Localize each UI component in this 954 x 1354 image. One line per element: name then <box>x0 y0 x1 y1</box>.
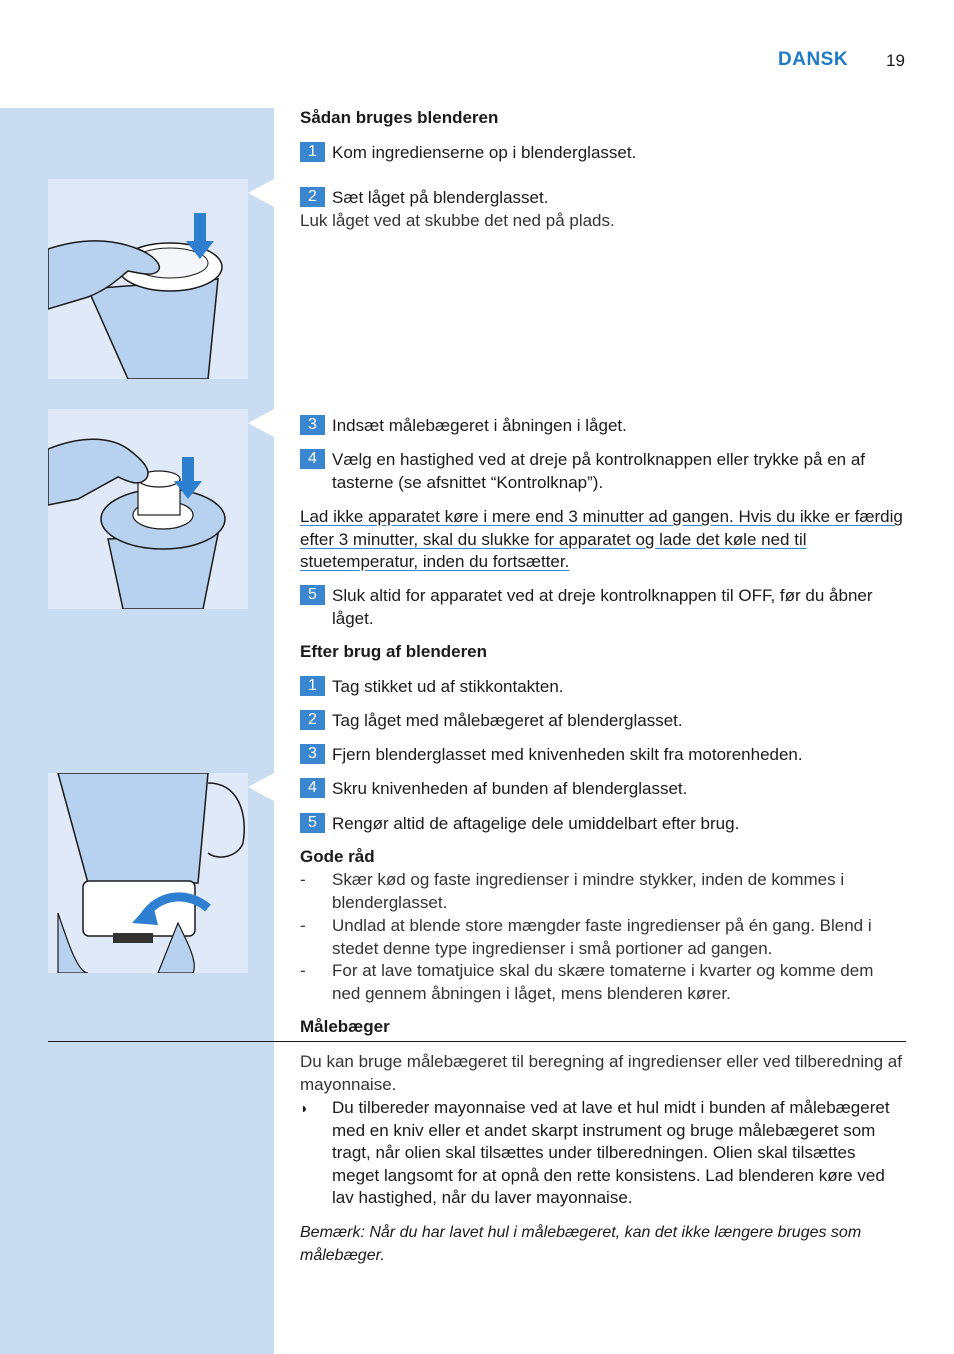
hand-pressing-lid-illustration <box>48 179 248 379</box>
step-item <box>300 449 906 494</box>
tip-text: Skær kød og faste ingredienser i mindre stykker, inden de kommes i blenderglasset. <box>332 870 845 912</box>
step-number-badge: 2 <box>300 187 325 207</box>
step-number-badge: 4 <box>300 449 325 469</box>
section-heading: Sådan bruges blenderen <box>300 108 499 127</box>
step-number-badge: 5 <box>300 585 325 605</box>
step-item <box>300 813 906 836</box>
step-item <box>300 744 906 767</box>
step-text: Skru knivenheden af bunden af blenderglasset. <box>332 779 688 798</box>
step-number-badge: 5 <box>300 813 325 833</box>
bullet-item <box>300 1097 906 1210</box>
dash-marker: - <box>300 916 306 935</box>
step-item <box>300 710 906 733</box>
unscrew-blade-unit-illustration <box>48 773 248 973</box>
step-text: Tag stikket ud af stikkontakten. <box>332 677 564 696</box>
language-label: DANSK <box>778 49 849 70</box>
section-heading: Efter brug af blenderen <box>300 642 488 661</box>
dash-marker: - <box>300 961 306 980</box>
step-number-badge: 2 <box>300 710 325 730</box>
illustration-pointer <box>248 179 274 207</box>
step-number-badge: 1 <box>300 676 325 696</box>
illustration-pointer <box>248 773 274 801</box>
bullet-text: Du tilbereder mayonnaise ved at lave et hul midt i bunden af målebægeret med en kniv eller et andet skarpt instrument og bruge målebægeret som tragt, når olien skal tilsættes under tilberedningen. Olien skal tilsættes meget langsomt for at opnå den rette konsistens. Lad blenderen køre ved lav hastighed, når du laver mayonnaise. <box>332 1098 890 1207</box>
tip-text: Undlad at blende store mængder faste ingredienser på én gang. Blend i stedet denne type ingredienser i små portioner ad gangen. <box>332 916 872 958</box>
warning-text <box>300 506 906 574</box>
step-item <box>300 142 906 165</box>
step-item <box>300 585 906 630</box>
bullet-icon: ◗ <box>300 1100 309 1116</box>
step-item <box>300 778 906 801</box>
section-divider <box>48 1041 906 1042</box>
page-number: 19 <box>886 51 905 70</box>
step-text: Indsæt målebægeret i åbningen i låget. <box>332 416 627 435</box>
section-heading: Gode råd <box>300 847 375 866</box>
note-text: Bemærk: Når du har lavet hul i målebægeret, kan det ikke længere bruges som målebæger. <box>300 1224 862 1264</box>
tip-item <box>300 960 906 1005</box>
step-text: Rengør altid de aftagelige dele umiddelbart efter brug. <box>332 814 740 833</box>
illustration-pointer <box>248 409 274 437</box>
step-text: Sæt låget på blenderglasset. <box>332 188 549 207</box>
step-item <box>300 415 906 438</box>
step-number-badge: 4 <box>300 778 325 798</box>
step-number-badge: 3 <box>300 415 325 435</box>
step-number-badge: 3 <box>300 744 325 764</box>
dash-marker: - <box>300 870 306 889</box>
intro-text: Du kan bruge målebægeret til beregning af ingredienser eller ved tilberedning af mayonnaise. <box>300 1052 902 1094</box>
tip-item <box>300 915 906 960</box>
step-text: Vælg en hastighed ved at dreje på kontrolknappen eller trykke på en af tasterne (se afsnittet “Kontrolknap”). <box>332 450 866 492</box>
step-item <box>300 187 906 210</box>
step-item <box>300 676 906 699</box>
step-subtext: Luk låget ved at skubbe det ned på plads. <box>300 211 615 230</box>
tip-text: For at lave tomatjuice skal du skære tomaterne i kvarter og komme dem ned gennem åbningen i låget, mens blenderen kører. <box>332 961 874 1003</box>
step-text: Kom ingredienserne op i blenderglasset. <box>332 143 637 162</box>
step-number-badge: 1 <box>300 142 325 162</box>
step-text: Tag låget med målebægeret af blenderglasset. <box>332 711 683 730</box>
warning-text-content: Lad ikke apparatet køre i mere end 3 minutter ad gangen. Hvis du ikke er færdig efter 3 minutter, skal du slukke for apparatet og lade det køle ned til stuetemperatur, inden du fortsætter. <box>300 507 903 571</box>
measuring-cup-insert-illustration <box>48 409 248 609</box>
step-text: Fjern blenderglasset med knivenheden skilt fra motorenheden. <box>332 745 803 764</box>
section-heading: Målebæger <box>300 1017 390 1036</box>
step-text: Sluk altid for apparatet ved at dreje kontrolknappen til OFF, før du åbner låget. <box>332 586 873 628</box>
tip-item <box>300 869 906 914</box>
